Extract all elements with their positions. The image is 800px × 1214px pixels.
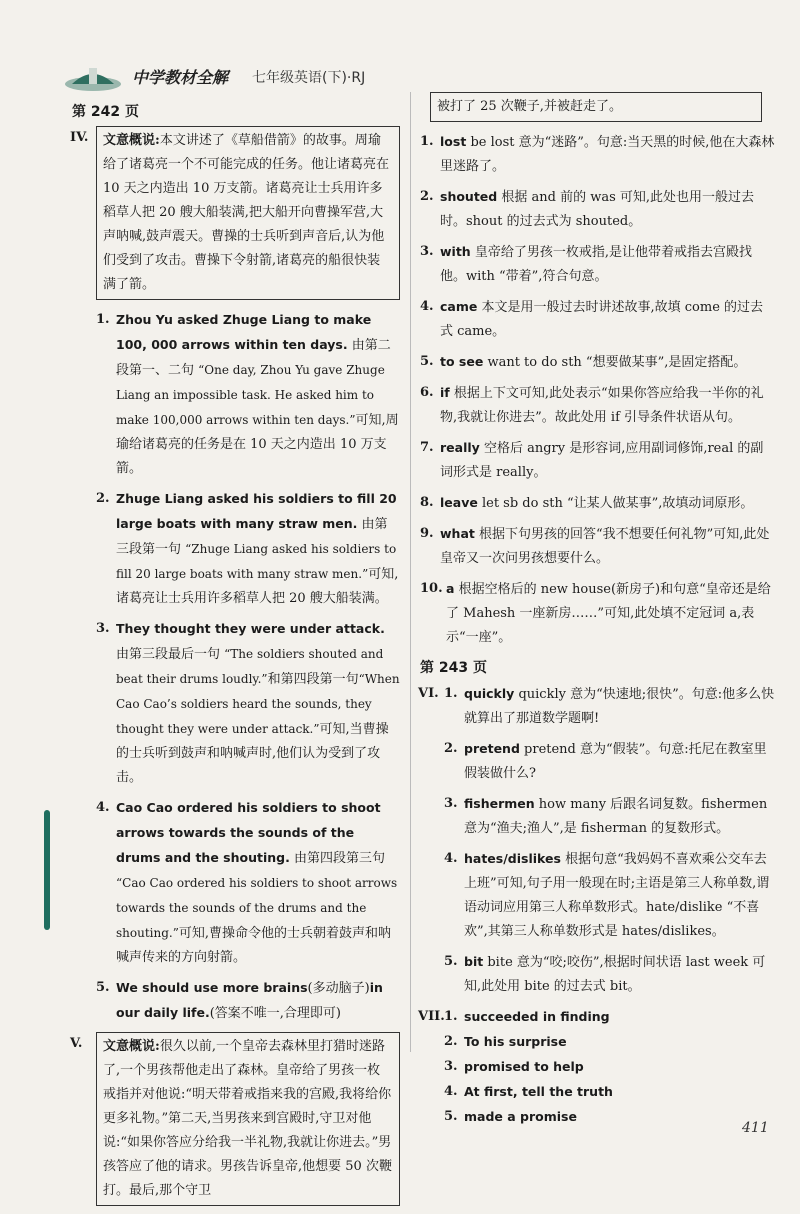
answer-text: bit bbox=[464, 954, 484, 969]
answer-text: in our daily life. bbox=[116, 980, 383, 1020]
item-number: 1. bbox=[444, 686, 458, 701]
item-number: 5. bbox=[444, 954, 458, 969]
answer-item bbox=[420, 185, 776, 234]
margin-tab bbox=[44, 810, 50, 930]
item-number: 8. bbox=[420, 495, 434, 510]
item-number: 6. bbox=[420, 385, 434, 400]
answer-note: (多动脑子) bbox=[307, 981, 370, 996]
answer-text: succeeded in finding bbox=[464, 1009, 610, 1024]
explanation: quickly 意为“快速地;很快”。句意:他多么快就算出了那道数学题啊! bbox=[464, 687, 775, 726]
item-number: 4. bbox=[444, 1084, 458, 1099]
answer-text: to see bbox=[440, 354, 484, 369]
explanation: 空格后 angry 是形容词,应用副词修饰,real 的副词形式是 really。 bbox=[440, 441, 764, 480]
answer-item bbox=[444, 1055, 776, 1080]
answer-text: fishermen bbox=[464, 796, 535, 811]
series-title: 中学教材全解 bbox=[132, 68, 229, 87]
explanation: 根据句意“我妈妈不喜欢乘公交车去上班”可知,句子用一般现在时;主语是第三人称单数,谓语动词应用第三人称单数形式。hate/dislike “不喜欢”,其第三人称单数形式是 hates/dislikes。 bbox=[464, 852, 770, 939]
item-number: 5. bbox=[444, 1109, 458, 1124]
answer-item bbox=[96, 796, 400, 970]
item-number: 5. bbox=[420, 354, 434, 369]
column-divider bbox=[410, 92, 411, 1052]
quote: “When Cao Cao’s soldiers heard the sounds, they thought they were under attack.” bbox=[116, 672, 400, 736]
answer-item bbox=[96, 617, 400, 790]
explanation: be lost 意为“迷路”。句意:当天黑的时候,他在大森林里迷路了。 bbox=[440, 135, 775, 174]
explanation: 由第二段第一、二句 bbox=[116, 338, 391, 378]
answer-text: shouted bbox=[440, 189, 498, 204]
explanation: want to do sth “想要做某事”,是固定搭配。 bbox=[487, 355, 747, 370]
answer-text: Zhou Yu asked Zhuge Liang to make 100, 000 arrows within ten days. bbox=[116, 312, 372, 352]
answer-text: a bbox=[446, 581, 455, 596]
quote: “One day, Zhou Yu gave Zhuge Liang an impossible task. He asked him to make 100,000 arrows within ten days.” bbox=[116, 363, 385, 427]
answer-text: hates/dislikes bbox=[464, 851, 561, 866]
explanation: let sb do sth “让某人做某事”,故填动词原形。 bbox=[481, 496, 754, 511]
explanation: 可知,曹操命令他的士兵朝着鼓声和呐喊声传来的方向射箭。 bbox=[116, 926, 391, 965]
answer-text: really bbox=[440, 440, 480, 455]
page-number: 411 bbox=[742, 1120, 769, 1136]
answer-item bbox=[420, 350, 776, 375]
answer-text: Cao Cao ordered his soldiers to shoot arrows towards the sounds of the drums and the shouting. bbox=[116, 800, 381, 865]
answer-item bbox=[444, 950, 776, 999]
answer-item bbox=[420, 577, 776, 650]
answer-text: Zhuge Liang asked his soldiers to fill 20 large boats with many straw men. bbox=[116, 491, 397, 531]
page-header bbox=[62, 62, 402, 92]
explanation: 根据空格后的 new house(新房子)和句意“皇帝还是给了 Mahesh 一座新房……”可知,此处填不定冠词 a,表示“一座”。 bbox=[446, 582, 771, 645]
summary-text: 本文讲述了《草船借箭》的故事。周瑜给了诸葛亮一个不可能完成的任务。他让诸葛亮在 10 天之内造出 10 万支箭。诸葛亮让士兵用许多稻草人把 20 艘大船装满,把大船开向曹操军营,大声呐喊,鼓声震天。曹操的士兵听到声音后,认为他们受到了攻击。曹操下令射箭,诸葛亮的船很快装满了箭。 bbox=[103, 133, 390, 292]
answer-item bbox=[444, 1030, 776, 1055]
quote: “Cao Cao ordered his soldiers to shoot arrows towards the sounds of the drums and the shouting.” bbox=[116, 876, 398, 940]
section-number: IV. bbox=[70, 130, 89, 145]
explanation: 皇帝给了男孩一枚戒指,是让他带着戒指去宫殿找他。with “带着”,符合句意。 bbox=[440, 245, 752, 284]
item-number: 2. bbox=[444, 741, 458, 756]
explanation: 可知,周瑜给诸葛亮的任务是在 10 天之内造出 10 万支箭。 bbox=[116, 413, 399, 476]
item-number: 2. bbox=[96, 491, 110, 506]
summary-label: 文意概说: bbox=[103, 1039, 160, 1054]
summary-text: 很久以前,一个皇帝去森林里打猎时迷路了,一个男孩帮他走出了森林。皇帝给了男孩一枚戒指并对他说:“明天带着戒指来我的宫殿,我将给你更多礼物。”第二天,当男孩来到宫殿时,守卫对他说:“如果你答应分给我一半礼物,我就让你进去。”男孩答应了他的请求。男孩告诉皇帝,他想要 50 次鞭打。最后,那个守卫 bbox=[103, 1039, 392, 1198]
section-iv bbox=[72, 126, 400, 1026]
answer-text: quickly bbox=[464, 686, 515, 701]
answer-text: lost bbox=[440, 134, 467, 149]
explanation: 可知,当曹操的士兵听到鼓声和呐喊声时,他们认为受到了攻击。 bbox=[116, 722, 389, 785]
explanation: 和第四段第一句 bbox=[267, 672, 359, 687]
answer-item bbox=[420, 240, 776, 289]
summary-box bbox=[96, 126, 400, 300]
answer-item bbox=[96, 976, 400, 1026]
answer-text: To his surprise bbox=[464, 1034, 567, 1049]
left-column bbox=[72, 100, 400, 1214]
item-number: 3. bbox=[96, 621, 110, 636]
answer-item bbox=[420, 436, 776, 485]
quote: “Zhuge Liang asked his soldiers to fill 20 large boats with many straw men.” bbox=[116, 542, 397, 581]
explanation: 本文是用一般过去时讲述故事,故填 come 的过去式 came。 bbox=[440, 300, 764, 339]
item-number: 1. bbox=[444, 1009, 458, 1024]
answer-item bbox=[420, 522, 776, 571]
answer-text: pretend bbox=[464, 741, 520, 756]
section-number: VI. bbox=[418, 686, 439, 701]
section-number: VII. bbox=[418, 1009, 445, 1024]
item-number: 1. bbox=[96, 312, 110, 327]
answer-text: what bbox=[440, 526, 475, 541]
explanation: how many 后跟名词复数。fishermen 意为“渔夫;渔人”,是 fisherman 的复数形式。 bbox=[464, 797, 768, 836]
answer-item bbox=[444, 1105, 776, 1130]
item-number: 3. bbox=[420, 244, 434, 259]
answer-text: came bbox=[440, 299, 478, 314]
item-number: 4. bbox=[420, 299, 434, 314]
explanation: 可知,诸葛亮让士兵用许多稻草人把 20 艘大船装满。 bbox=[116, 567, 399, 606]
explanation: (答案不唯一,合理即可) bbox=[209, 1006, 341, 1021]
answer-text: with bbox=[440, 244, 471, 259]
summary-box-continued: 被打了 25 次鞭子,并被赶走了。 bbox=[430, 92, 762, 122]
item-number: 10. bbox=[420, 581, 443, 596]
section-v bbox=[72, 1032, 400, 1206]
answer-item bbox=[444, 1005, 776, 1030]
answer-item bbox=[96, 487, 400, 611]
item-number: 5. bbox=[96, 980, 110, 995]
answer-item bbox=[420, 130, 776, 179]
page-heading-243: 第 243 页 bbox=[420, 660, 487, 676]
answer-text: if bbox=[440, 385, 450, 400]
quote: “The soldiers shouted and beat their drums loudly.” bbox=[116, 647, 384, 686]
explanation: 根据 and 前的 was 可知,此处也用一般过去时。shout 的过去式为 shouted。 bbox=[440, 190, 755, 229]
answer-text: They thought they were under attack. bbox=[116, 621, 385, 636]
item-number: 1. bbox=[420, 134, 434, 149]
section-vii bbox=[420, 1005, 776, 1130]
answer-item bbox=[420, 381, 776, 430]
summary-box bbox=[96, 1032, 400, 1206]
answer-item bbox=[444, 792, 776, 841]
section-vi bbox=[420, 682, 776, 999]
explanation: 由第三段第一句 bbox=[116, 517, 388, 557]
book-title: 七年级英语(下)·RJ bbox=[252, 70, 366, 86]
explanation: pretend 意为“假装”。句意:托尼在教室里假装做什么? bbox=[464, 742, 767, 781]
answer-item bbox=[420, 295, 776, 344]
item-number: 2. bbox=[444, 1034, 458, 1049]
book-logo-icon bbox=[62, 62, 124, 92]
answer-item bbox=[444, 737, 776, 786]
answer-item bbox=[444, 1080, 776, 1105]
section-number: V. bbox=[70, 1036, 83, 1051]
explanation: 根据下句男孩的回答“我不想要任何礼物”可知,此处皇帝又一次问男孩想要什么。 bbox=[440, 527, 770, 566]
right-column bbox=[420, 92, 776, 1130]
item-number: 7. bbox=[420, 440, 434, 455]
item-number: 9. bbox=[420, 526, 434, 541]
item-number: 4. bbox=[96, 800, 110, 815]
item-number: 3. bbox=[444, 796, 458, 811]
item-number: 4. bbox=[444, 851, 458, 866]
answer-item bbox=[420, 491, 776, 516]
answer-text: We should use more brains bbox=[116, 980, 308, 995]
answer-item bbox=[444, 682, 776, 731]
answer-text: made a promise bbox=[464, 1109, 577, 1124]
explanation: 根据上下文可知,此处表示“如果你答应给我一半你的礼物,我就让你进去”。故此处用 if 引导条件状语从句。 bbox=[440, 386, 764, 425]
answer-text: promised to help bbox=[464, 1059, 584, 1074]
explanation: bite 意为“咬;咬伤”,根据时间状语 last week 可知,此处用 bite 的过去式 bit。 bbox=[464, 955, 766, 994]
summary-label: 文意概说: bbox=[103, 133, 160, 148]
answer-text: At first, tell the truth bbox=[464, 1084, 613, 1099]
answer-text: leave bbox=[440, 495, 478, 510]
item-number: 2. bbox=[420, 189, 434, 204]
answer-item bbox=[96, 308, 400, 481]
explanation: 由第四段第三句 bbox=[294, 851, 386, 866]
page-heading-242: 第 242 页 bbox=[72, 104, 139, 120]
answer-item bbox=[444, 847, 776, 944]
item-number: 3. bbox=[444, 1059, 458, 1074]
explanation: 由第三段最后一句 bbox=[116, 647, 221, 662]
